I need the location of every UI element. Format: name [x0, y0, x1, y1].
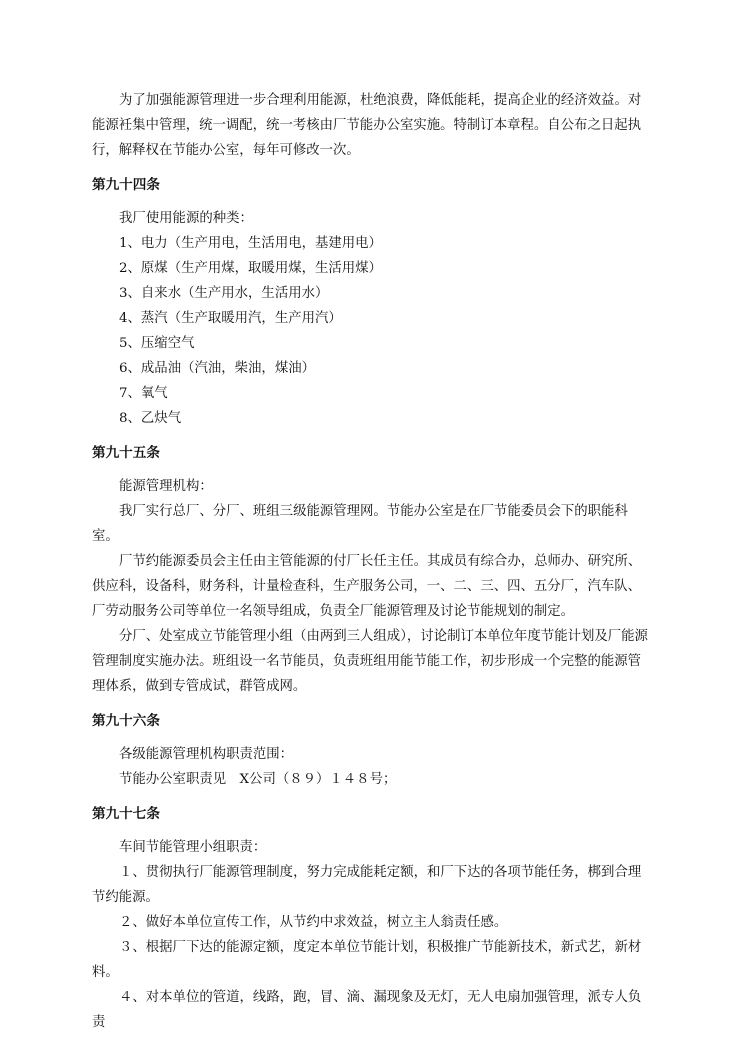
paragraph: 节能办公室职责见 X公司（８９）１４８号；	[119, 772, 397, 787]
list-item: 2、原煤（生产用煤，取暖用煤，生活用煤）	[119, 261, 382, 276]
paragraph: 厂节约能源委员会主任由主管能源的付厂长任主任。其成员有综合办，总师办、研究所、供应科，设备科，财务科，计量检查科，生产服务公司，一、二、三、四、五分厂，汽车队、厂劳动服务公司等单位一名领导组成，负责全厂能源管理及讨论节能规划的制定。	[92, 554, 642, 619]
list-item: 6、成品油（汽油，柴油，煤油）	[119, 361, 315, 376]
intro-paragraph: 为了加强能源管理进一步合理利用能源，杜绝浪费，降低能耗，提高企业的经济效益。对能源衽集中管理，统一调配，统一考核由厂节能办公室实施。特制订本章程。自公布之日起执行，解释权在节能办公室，每年可修改一次。	[92, 93, 642, 158]
article-96-heading: 第九十六条	[92, 713, 160, 729]
article-97-heading: 第九十七条	[92, 806, 160, 822]
article-94-heading: 第九十四条	[92, 177, 160, 193]
energy-types-lead: 我厂使用能源的种类：	[119, 211, 253, 226]
paragraph: 各级能源管理机构职责范围：	[119, 747, 294, 762]
list-item: 7、氧气	[119, 386, 168, 401]
paragraph: 能源管理机构：	[119, 479, 213, 494]
paragraph: 我厂实行总厂、分厂、班组三级能源管理网。节能办公室是在厂节能委员会下的职能科室。	[92, 504, 628, 544]
list-item: 1、电力（生产用电，生活用电，基建用电）	[119, 236, 382, 251]
list-item: 3、自来水（生产用水，生活用水）	[119, 286, 329, 301]
paragraph: ３、根据厂下达的能源定额，度定本单位节能计划，积极推广节能新技术，新式艺，新材料。	[92, 940, 642, 980]
paragraph: ２、做好本单位宣传工作，从节约中求效益，树立主人翁责任感。	[119, 915, 508, 930]
list-item: 8、乙炔气	[119, 411, 182, 426]
list-item: 5、压缩空气	[119, 336, 195, 351]
paragraph: 分厂、处室成立节能管理小组（由两到三人组成），讨论制订本单位年度节能计划及厂能源管理制度实施办法。班组设一名节能员，负责班组用能节能工作，初步形成一个完整的能源管理体系，做到专管成试，群管成网。	[92, 629, 648, 694]
article-95-heading: 第九十五条	[92, 445, 160, 461]
paragraph: ４、对本单位的管道，线路，跑，冒、滴、漏现象及无灯，无人电扇加强管理，派专人负责	[92, 990, 642, 1030]
paragraph: 车间节能管理小组职责：	[119, 840, 267, 855]
list-item: 4、蒸汽（生产取暖用汽，生产用汽）	[119, 311, 342, 326]
paragraph: １、贯彻执行厂能源管理制度，努力完成能耗定额，和厂下达的各项节能任务，梆到合理节约能源。	[92, 865, 642, 905]
